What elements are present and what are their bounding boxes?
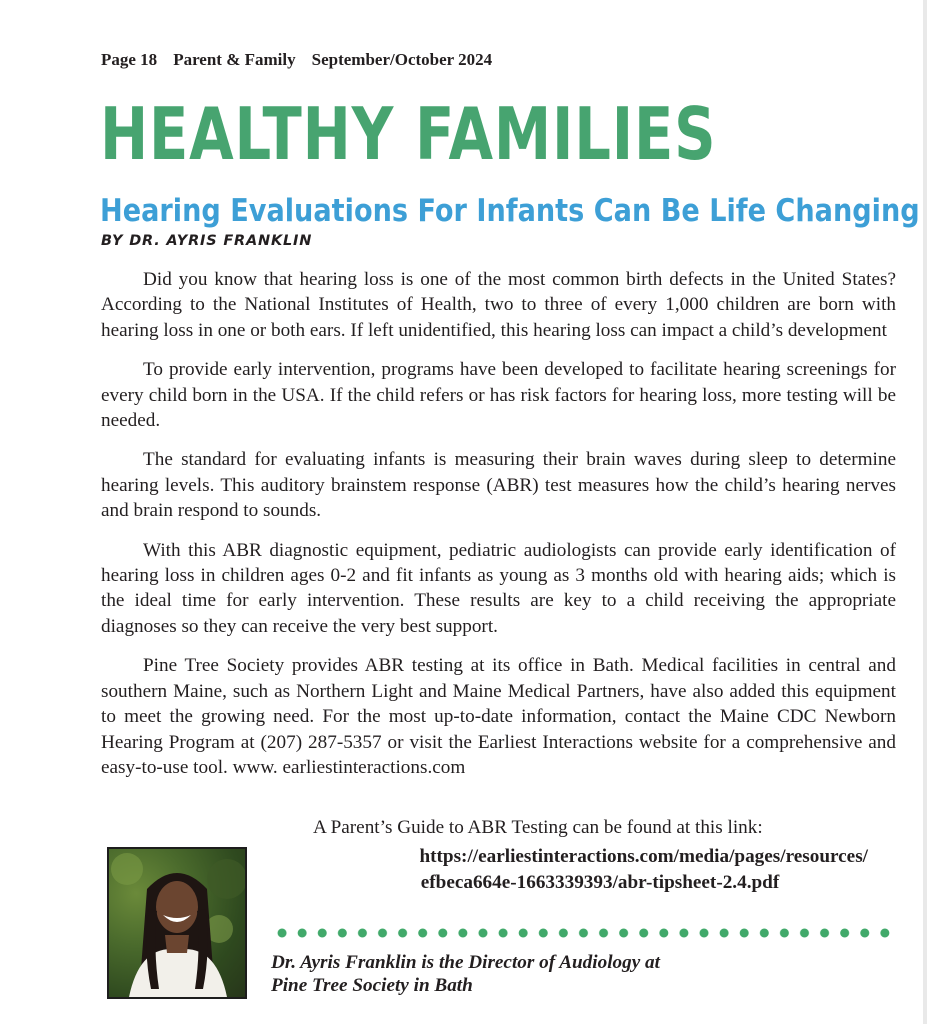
byline: BY DR. AYRIS FRANKLIN bbox=[101, 233, 313, 249]
section-banner: HEALTHY FAMILIES bbox=[100, 92, 717, 176]
guide-label: A Parent’s Guide to ABR Testing can be found at this link: bbox=[313, 817, 763, 838]
paragraph-1: Did you know that hearing loss is one of the most common birth defects in the United States? According to the National Institutes of Health, two to three of every 1,000 children are born with hearing loss in one or both ears. If left unidentified, this hearing loss can impact a child’s development bbox=[101, 269, 896, 341]
issue-date: September/October 2024 bbox=[311, 50, 493, 69]
page-header bbox=[101, 50, 492, 70]
author-bio bbox=[271, 951, 871, 997]
guide-link[interactable] bbox=[320, 844, 880, 896]
guide-link-line-2[interactable]: efbeca664e-1663339393/abr-tipsheet-2.4.pdf bbox=[420, 872, 780, 893]
dot-divider bbox=[272, 927, 896, 939]
guide-link-line-1[interactable]: https://earliestinteractions.com/media/pages/resources/ bbox=[419, 846, 868, 867]
paragraph-4: With this ABR diagnostic equipment, pediatric audiologists can provide early identification of hearing loss in children ages 0-2 and fit infants as young as 3 months old with hearing aids; which is the ideal time for early intervention. These results are key to a child receiving the appropriate diagnoses so they can receive the very best support. bbox=[101, 539, 896, 637]
author-bio-line-2: Pine Tree Society in Bath bbox=[271, 975, 473, 996]
page-number: Page 18 bbox=[101, 50, 158, 69]
paragraph-3: The standard for evaluating infants is measuring their brain waves during sleep to determine hearing levels. This auditory brainstem response (ABR) test measures how the child’s hearing nerves and brain respond to sounds. bbox=[101, 449, 896, 522]
page-edge bbox=[923, 0, 927, 1024]
author-photo-icon bbox=[109, 849, 245, 997]
article-title: Hearing Evaluations For Infants Can Be Life Changing bbox=[100, 193, 920, 229]
paragraph-2: To provide early intervention, programs have been developed to facilitate hearing screenings for every child born in the USA. If the child refers or has risk factors for hearing loss, more testing will be needed. bbox=[101, 359, 896, 432]
author-bio-line-1: Dr. Ayris Franklin is the Director of Audiology at bbox=[271, 952, 660, 973]
author-photo bbox=[107, 847, 247, 999]
publication-name: Parent & Family bbox=[173, 50, 296, 69]
article-body bbox=[101, 267, 896, 794]
paragraph-5: Pine Tree Society provides ABR testing at its office in Bath. Medical facilities in central and southern Maine, such as Northern Light and Maine Medical Partners, have also added this equipment to meet the growing need. For the most up-to-date information, contact the Maine CDC Newborn Hearing Program at (207) 287-5357 or visit the Earliest Interactions website for a comprehensive and easy-to-use tool. www. earliestinteractions.com bbox=[101, 655, 896, 778]
